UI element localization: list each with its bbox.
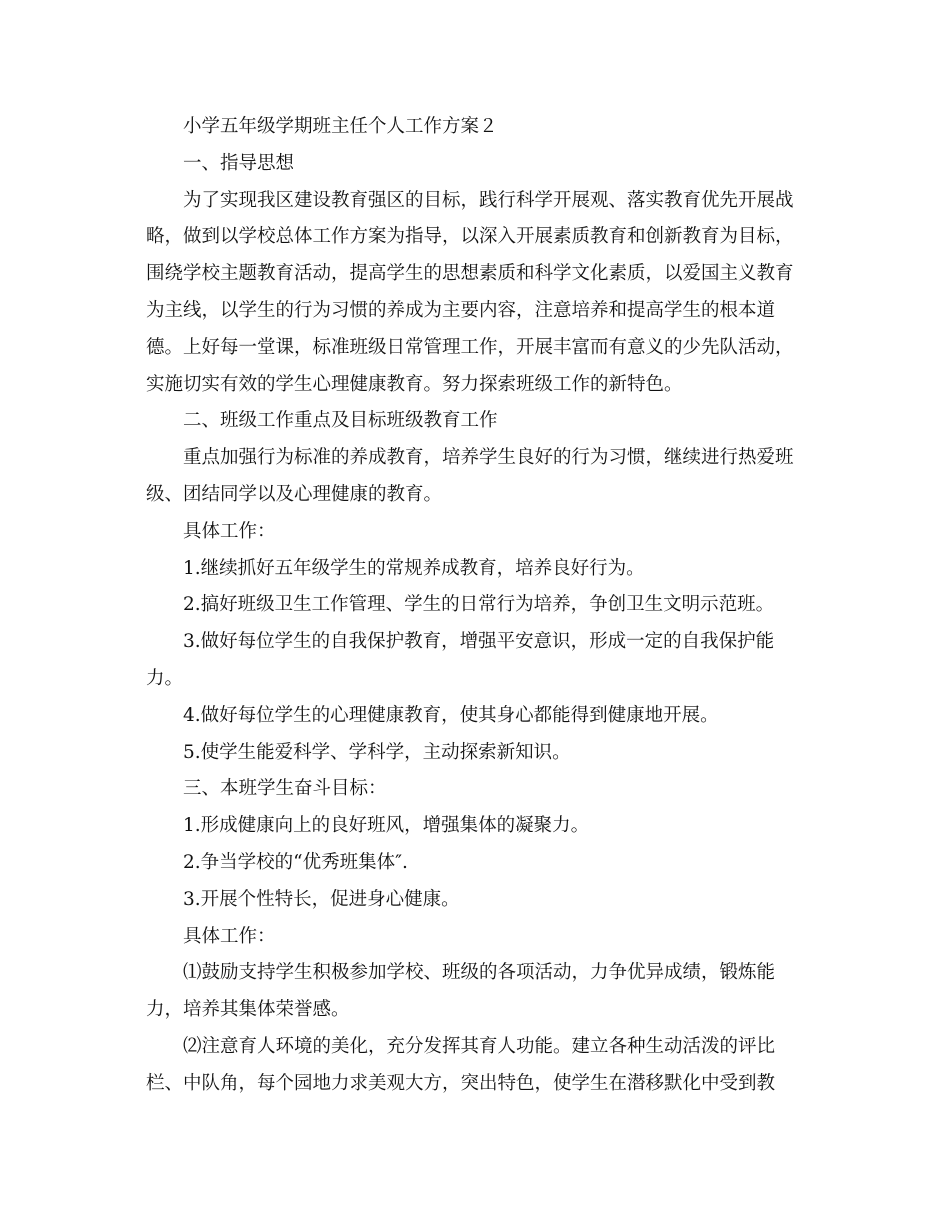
text-line: 2.搞好班级卫生工作管理、学生的日常行为培养，争创卫生文明示范班。 — [183, 594, 775, 616]
text-line: ⑴鼓励支持学生积极参加学校、班级的各项活动，力争优异成绩，锻炼能 — [183, 962, 776, 984]
text-line: 具体工作： — [183, 520, 276, 542]
text-line: 为了实现我区建设教育强区的目标，践行科学开展观、落实教育优先开展战 — [183, 189, 794, 211]
text-line: 3.开展个性特长，促进身心健康。 — [183, 888, 460, 910]
text-line: 为主线，以学生的行为习惯的养成为主要内容，注意培养和提高学生的根本道 — [146, 300, 776, 321]
text-line: 级、团结同学以及心理健康的教育。 — [146, 484, 443, 505]
text-line: 围绕学校主题教育活动，提高学生的思想素质和科学文化素质，以爱国主义教育 — [146, 263, 794, 285]
text-line: 3.做好每位学生的自我保护教育，增强平安意识，形成一定的自我保护能 — [183, 631, 775, 653]
text-line: 力，培养其集体荣誉感。 — [146, 999, 350, 1021]
text-line: 实施切实有效的学生心理健康教育。努力探索班级工作的新特色。 — [146, 373, 683, 395]
text-line: 具体工作： — [183, 925, 276, 947]
text-line: ⑵注意育人环境的美化，充分发挥其育人功能。建立各种生动活泼的评比 — [183, 1036, 776, 1057]
text-line: 一、指导思想 — [183, 152, 295, 174]
text-line: 三、本班学生奋斗目标： — [183, 778, 387, 800]
text-line: 2.争当学校的“优秀班集体″. — [183, 852, 408, 873]
text-line: 4.做好每位学生的心理健康教育，使其身心都能得到健康地开展。 — [183, 704, 719, 726]
text-line: 力。 — [146, 668, 184, 689]
text-line: 5.使学生能爱科学、学科学，主动探索新知识。 — [183, 741, 571, 763]
text-line: 1.继续抓好五年级学生的常规养成教育，培养良好行为。 — [183, 557, 645, 579]
text-line: 重点加强行为标准的养成教育，培养学生良好的行为习惯，继续进行热爱班 — [183, 447, 794, 469]
text-line: 二、班级工作重点及目标班级教育工作 — [183, 410, 498, 432]
text-line: 1.形成健康向上的良好班风，增强集体的凝聚力。 — [183, 815, 590, 837]
text-line: 德。上好每一堂课，标准班级日常管理工作，开展丰富而有意义的少先队活动， — [146, 336, 794, 358]
text-line: 略，做到以学校总体工作方案为指导，以深入开展素质教育和创新教育为目标， — [146, 226, 794, 248]
text-line: 栏、中队角，每个园地力求美观大方，突出特色，使学生在潜移默化中受到教 — [146, 1072, 776, 1094]
text-line: 小学五年级学期班主任个人工作方案２ — [183, 116, 498, 137]
